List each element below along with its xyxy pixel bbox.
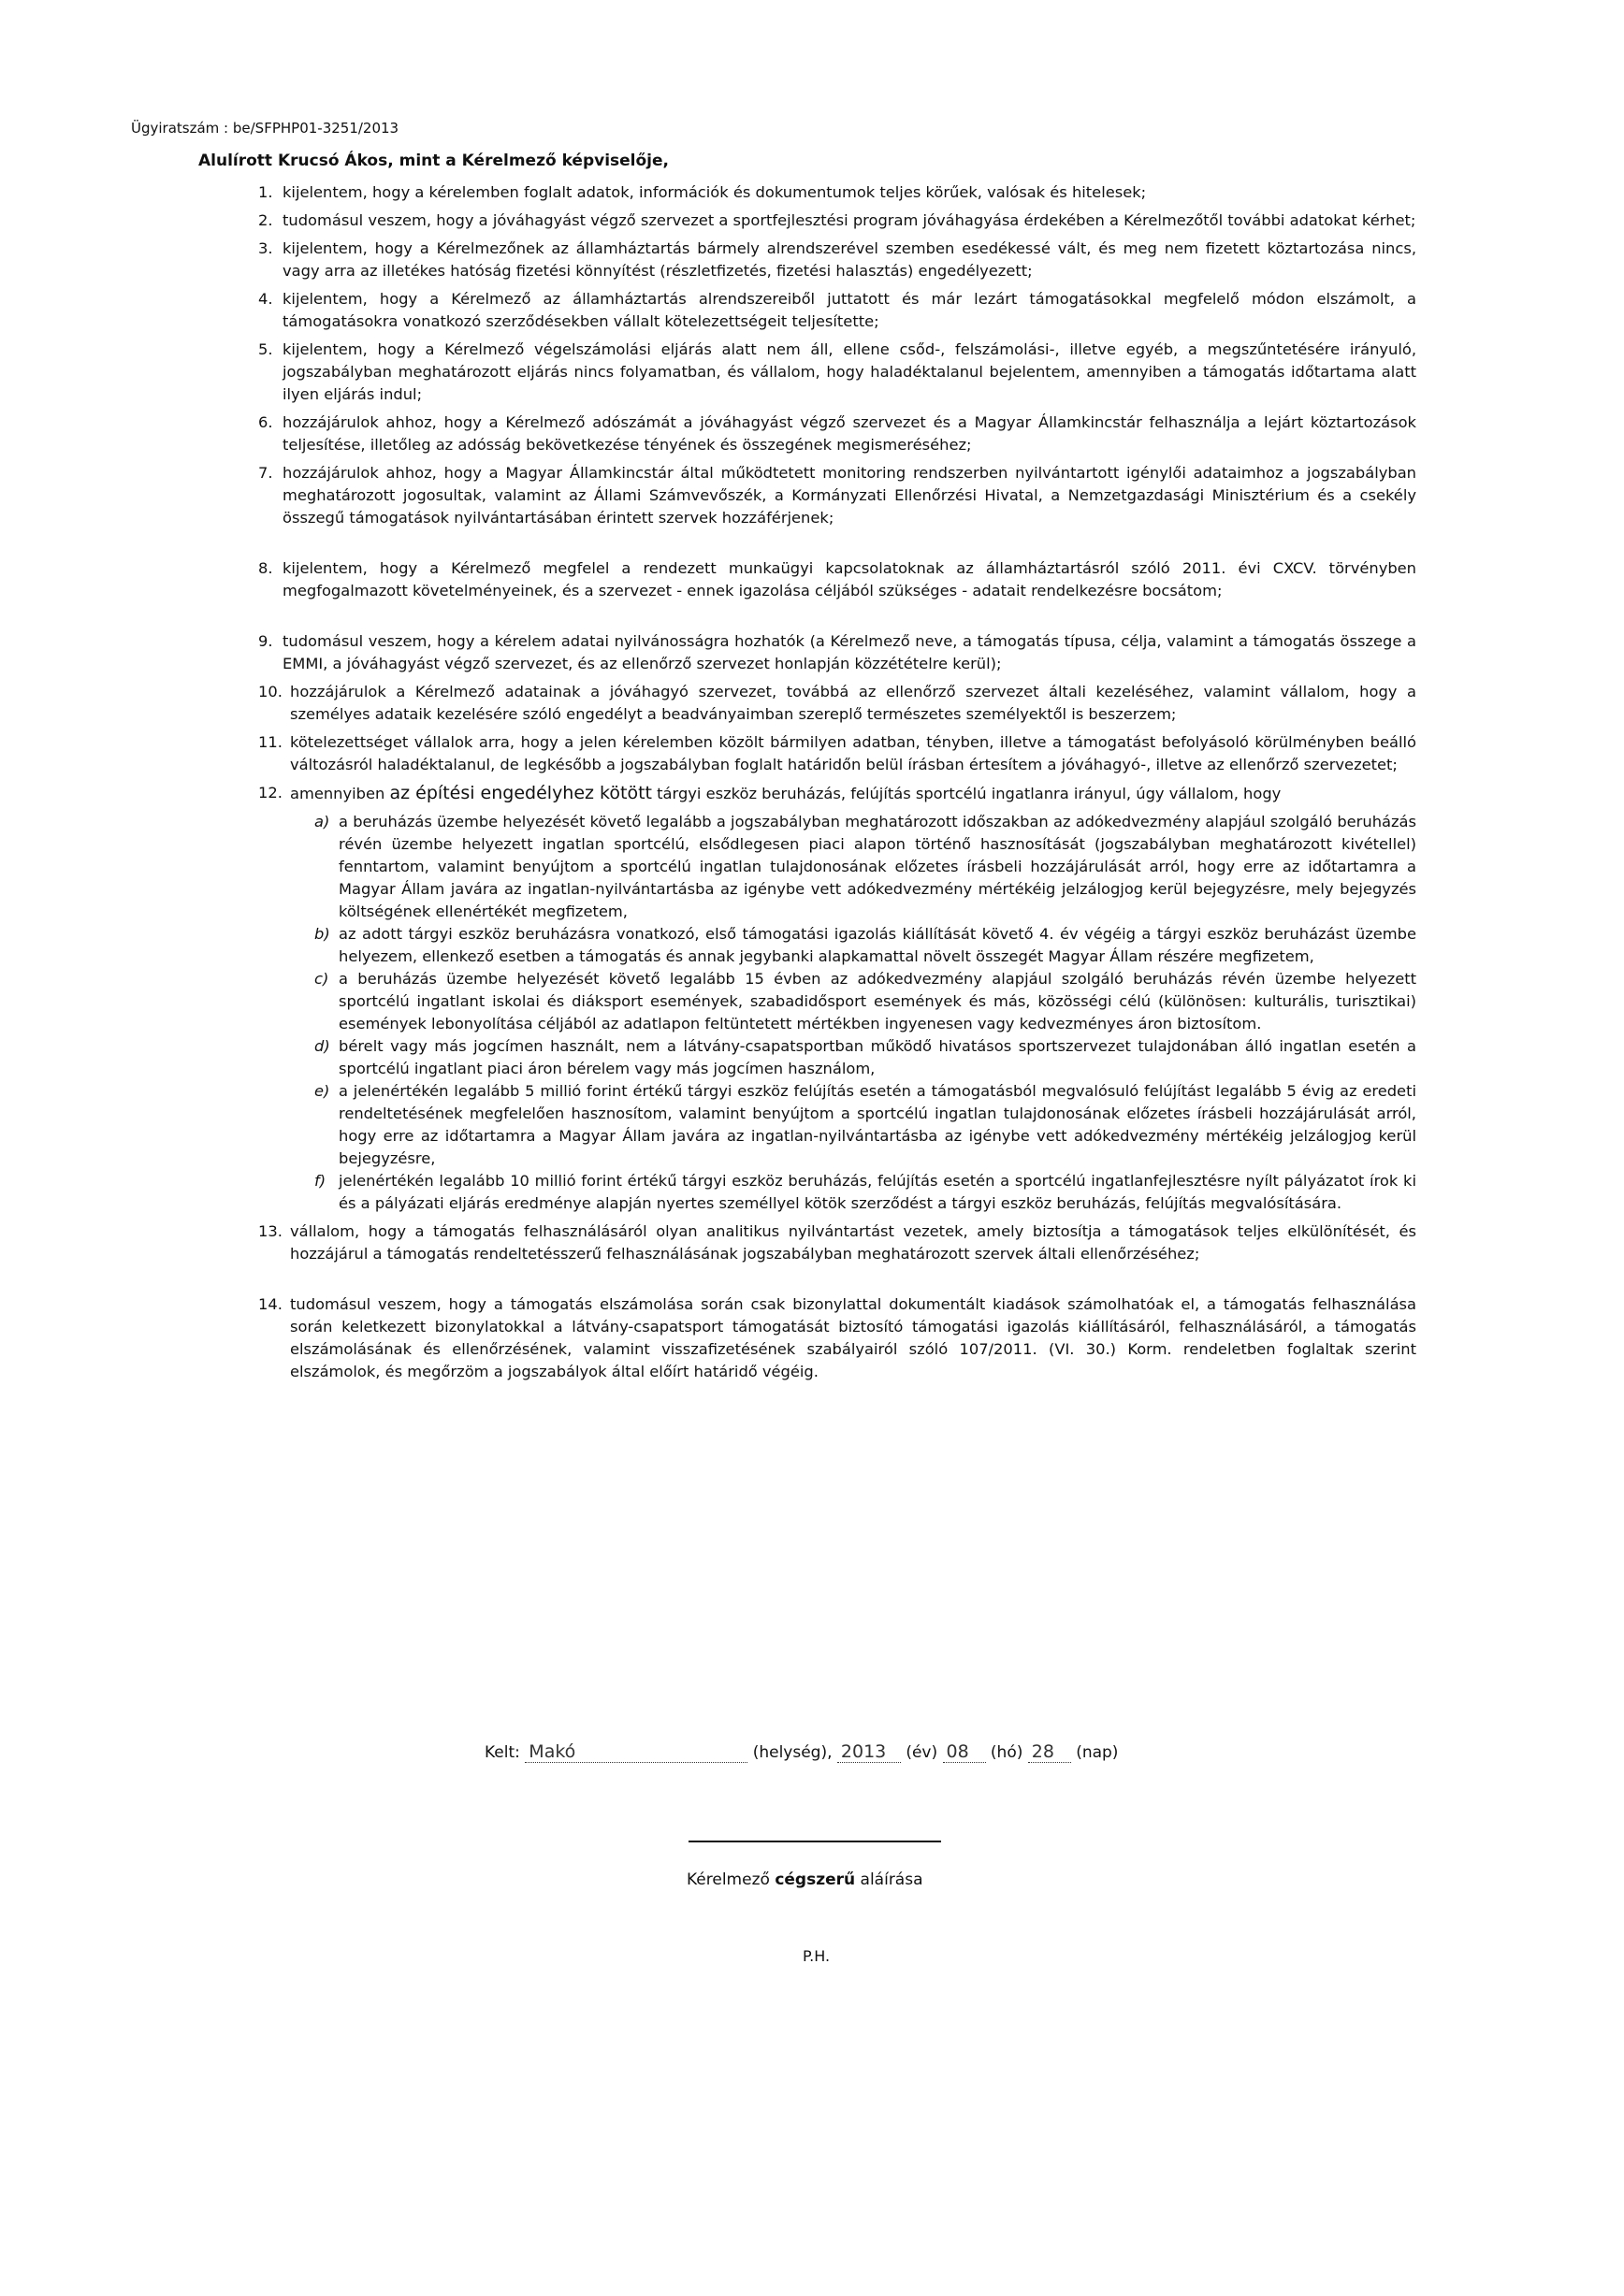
declaration-item: 4. kijelentem, hogy a Kérelmező az államháztartás alrendszereiből juttatott és már lezárt támogatásokkal megfelelő módon elszámolt, a támogatásokra vonatkozó szerződésekben vállalt kötelezettségeit teljesítette; [258, 290, 1416, 330]
declaration-body [258, 181, 1416, 1389]
declaration-item: 6. hozzájárulok ahhoz, hogy a Kérelmező adószámát a jóváhagyást végző szervezet és a Magyar Államkincstár felhasználja a lejárt köztartozások teljesítése, illetőleg az adósság bekövetkezése tényének és összegének megismeréséhez; [258, 413, 1416, 454]
place-field[interactable]: Makó [525, 1741, 747, 1763]
declaration-item: 14. tudomásul veszem, hogy a támogatás elszámolása során csak bizonylattal dokumentált kiadások számolhatóak el, a támogatás felhasználása során keletkezett bizonylatokkal a látvány-csapatsport támogatását biztosító támogatási igazolás kiállításáról, felhasználásáról, a támogatás elszámolásának és ellenőrzésének, valamint visszafizetésének szabályairól szóló 107/2011. (VI. 30.) Korm. rendeletben foglaltak szerint elszámolok, és megőrzöm a jogszabályok által előírt határidő végéig. [258, 1295, 1416, 1380]
declarant-heading: Alulírott Krucsó Ákos, mint a Kérelmező képviselője, [198, 152, 669, 170]
sub-item: b) az adott tárgyi eszköz beruházásra vonatkozó, első támogatási igazolás kiállítását követő 4. év végéig a tárgyi eszköz beruházást üzembe helyezem, ellenkező esetben a támogatás és annak jegybanki alapkamattal növelt összegét Magyar Állam részére megfizetem, [314, 925, 1416, 965]
signature-caption: Kérelmező cégszerű aláírása [687, 1870, 923, 1889]
sub-item: c) a beruházás üzembe helyezését követő legalább 15 évben az adókedvezmény alapjául szolgáló beruházás révén üzembe helyezett sportcélú ingatlant iskolai és diáksport események, szabadidősport események és más, közösségi célú (különösen: kulturális, turisztikai) események lebonyolítása céljából az adatlapon feltüntetett mértékben ingyenesen vagy kedvezményes áron biztosítom. [314, 970, 1416, 1032]
declaration-item: 7. hozzájárulok ahhoz, hogy a Magyar Államkincstár által működtetett monitoring rendszerben nyilvántartott igénylői adataimhoz a jogszabályban meghatározott jogosultak, valamint az Állami Számvevőszék, a Kormányzati Ellenőrzési Hivatal, a Nemzetgazdasági Minisztérium és a csekély összegű támogatások nyilvántartásában érintett szervek hozzáférjenek; [258, 464, 1416, 527]
stamp-placeholder: P.H. [803, 1947, 831, 1965]
declaration-item-12: 12. amennyiben az építési engedélyhez kötött tárgyi eszköz beruházás, felújítás sportcélú ingatlanra irányul, úgy vállalom, hogy [258, 783, 1282, 803]
sub-item: d) bérelt vagy más jogcímen használt, nem a látvány-csapatsportban működő hivatásos sportszervezet tulajdonában álló ingatlan esetén a sportcélú ingatlant piaci áron bérelem vagy más jogcímen használom, [314, 1037, 1416, 1077]
declaration-item: 13. vállalom, hogy a támogatás felhasználásáról olyan analitikus nyilvántartást vezetek, amely biztosítja a támogatások teljes elkülönítését, és hozzájárul a támogatás rendeltetésszerű felhasználásának jogszabályban meghatározott szervek általi ellenőrzéséhez; [258, 1222, 1416, 1263]
declaration-item: 5. kijelentem, hogy a Kérelmező végelszámolási eljárás alatt nem áll, ellene csőd-, felszámolási-, illetve egyéb, a megszűntetésére irányuló, jogszabályban meghatározott eljárás nincs folyamatban, és vállalom, hogy haladéktalanul bejelentem, amennyiben a támogatás időtartama alatt ilyen eljárás indul; [258, 340, 1416, 403]
declaration-item: 2. tudomásul veszem, hogy a jóváhagyást végző szervezet a sportfejlesztési program jóváhagyása érdekében a Kérelmezőtől további adatokat kérhet; [258, 211, 1416, 229]
signature-line [689, 1841, 941, 1842]
year-field[interactable]: 2013 [837, 1741, 901, 1763]
day-field[interactable]: 28 [1028, 1741, 1071, 1763]
declaration-item: 11. kötelezettséget vállalok arra, hogy a jelen kérelemben közölt bármilyen adatban, tényben, illetve a támogatást befolyásoló körülményben beálló változásról haladéktalanul, de legkésőbb a jogszabályban foglalt határidőn belül írásban értesítem a jóváhagyó-, illetve az ellenőrző szervezetet; [258, 733, 1416, 773]
declaration-item: 3. kijelentem, hogy a Kérelmezőnek az államháztartás bármely alrendszerével szemben esedékessé vált, és meg nem fizetett köztartozása nincs, vagy arra az illetékes hatóság fizetési könnyítést (részletfizetés, fizetési halasztás) engedélyezett; [258, 239, 1416, 280]
sub-item: f) jelenértékén legalább 10 millió forint értékű tárgyi eszköz beruházás, felújítás esetén a sportcélú ingatlanfejlesztésre nyílt pályázatot írok ki és a pályázati eljárás eredménye alapján nyertes személlyel kötök szerződést a tárgyi eszköz beruházás, felújítás megvalósítására. [314, 1172, 1416, 1212]
emphasized-phrase: az építési engedélyhez kötött [389, 783, 652, 803]
date-place-line: Kelt: Makó (helység), 2013 (év) 08 (hó) 28 (nap) [485, 1741, 1119, 1762]
declaration-item: 10. hozzájárulok a Kérelmező adatainak a jóváhagyó szervezet, továbbá az ellenőrző szervezet általi kezeléséhez, valamint vállalom, hogy a személyes adataik kezelésére szóló engedélyt a beadványaimban szereplő természetes személyektől is beszerzem; [258, 683, 1416, 723]
declaration-item: 9. tudomásul veszem, hogy a kérelem adatai nyilvánosságra hozhatók (a Kérelmező neve, a támogatás típusa, célja, valamint a támogatás összege a EMMI, a jóváhagyást végző szervezet, és az ellenőrző szervezet honlapján közzétételre kerül); [258, 632, 1416, 672]
declaration-item: 8. kijelentem, hogy a Kérelmező megfelel a rendezett munkaügyi kapcsolatoknak az államháztartásról szóló 2011. évi CXCV. törvényben megfogalmazott követelményeinek, és a szervezet - ennek igazolása céljából szükséges - adatait rendelkezésre bocsátom; [258, 559, 1416, 599]
sub-item: e) a jelenértékén legalább 5 millió forint értékű tárgyi eszköz felújítás esetén a támogatásból megvalósuló felújítást legalább 5 évig az eredeti rendeltetésének megfelelően hasznosítom, valamint benyújtom a sportcélú ingatlan tulajdonosának előzetes írásbeli hozzájárulását arról, hogy erre az időtartamra a Magyar Állam javára az ingatlan-nyilvántartásba az igénybe vett adókedvezmény mértékéig jelzálogjog kerül bejegyzésre, [314, 1082, 1416, 1167]
case-number: Ügyiratszám : be/SFPHP01-3251/2013 [131, 120, 399, 137]
month-field[interactable]: 08 [943, 1741, 986, 1763]
declaration-item: 1. kijelentem, hogy a kérelemben foglalt adatok, információk és dokumentumok teljes körűek, valósak és hitelesek; [258, 183, 1147, 201]
sub-item: a) a beruházás üzembe helyezését követő legalább a jogszabályban meghatározott időszakban az adókedvezmény alapjául szolgáló beruházás révén üzembe helyezett ingatlan sportcélú, elsődlegesen piaci alapon történő hasznosítását (jogszabályban meghatározott kivétellel) fenntartom, valamint benyújtom a sportcélú ingatlan tulajdonosának előzetes írásbeli hozzájárulását arról, hogy erre az időtartamra a Magyar Állam javára az ingatlan-nyilvántartásba az igénybe vett adókedvezmény mértékéig jelzálogjog kerül bejegyzésre, mely bejegyzés költségének ellenértékét megfizetem, [314, 813, 1416, 920]
